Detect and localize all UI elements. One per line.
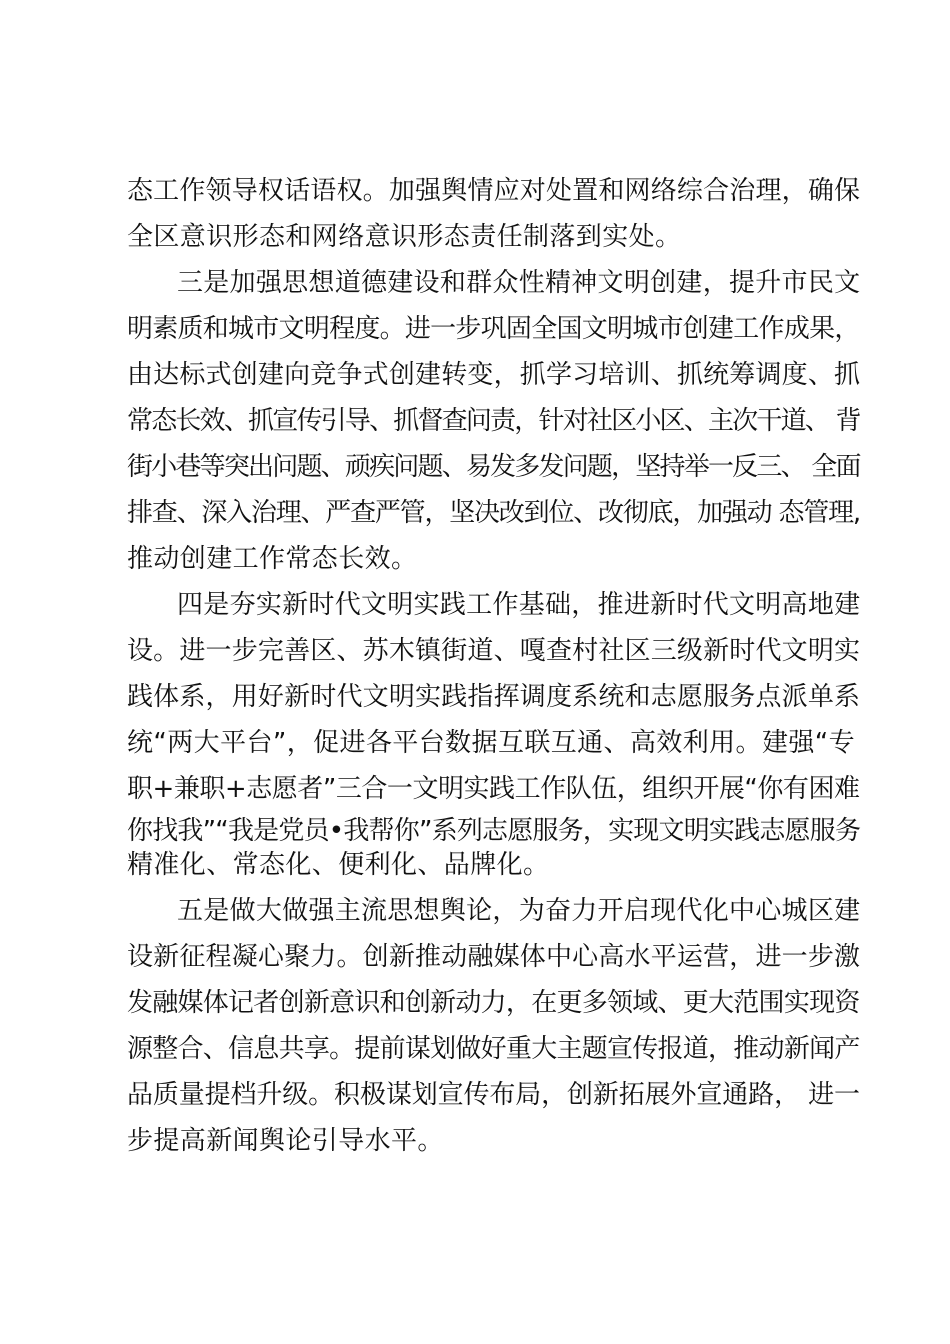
text-line: 态工作领导权话语权。加强舆情应对处置和网络综合治理，确保 [127,176,861,206]
text-line: 全区意识形态和网络意识形态责任制落到实处。 [127,222,682,252]
text-line: 设。进一步完善区、苏木镇街道、嘎查村社区三级新时代文明实 [127,636,861,666]
text-line: 你找我”“我是党员•我帮你”系列志愿服务，实现文明实践志愿服务 [127,816,861,846]
paragraph-4-start: 四是夯实新时代文明实践工作基础，推进新时代文明高地建 [177,590,861,620]
text-line: 职+兼职+志愿者”三合一文明实践工作队伍，组织开展“你有困难 [127,774,860,804]
text-line: 步提高新闻舆论引导水平。 [127,1126,444,1156]
text-line: 统“两大平台”，促进各平台数据互联互通、高效利用。建强“专 [127,728,856,758]
text-line: 践体系，用好新时代文明实践指挥调度系统和志愿服务点派单系 [127,682,861,712]
text-line: 源整合、信息共享。提前谋划做好重大主题宣传报道，推动新闻产 [127,1034,860,1064]
paragraph-5-start: 五是做大做强主流思想舆论，为奋力开启现代化中心城区建 [177,896,861,926]
text-line: 品质量提档升级。积极谋划宣传布局，创新拓展外宣通路， 进一 [127,1080,860,1110]
text-line: 排查、深入治理、严查严管，坚决改到位、改彻底，加强动 态管理, [127,498,860,528]
text-line: 推动创建工作常态长效。 [127,544,418,574]
text-line: 明素质和城市文明程度。进一步巩固全国文明城市创建工作成果， [127,314,860,344]
text-line: 设新征程凝心聚力。创新推动融媒体中心高水平运营，进一步激 [127,942,861,972]
text-line: 精准化、常态化、便利化、品牌化。 [127,850,550,880]
paragraph-3-start: 三是加强思想道德建设和群众性精神文明创建，提升市民文 [177,268,861,298]
text-line: 常态长效、抓宣传引导、抓督查问责，针对社区小区、主次干道、 背 [127,406,860,436]
text-line: 街小巷等突出问题、顽疾问题、易发多发问题，坚持举一反三、 全面 [127,452,860,482]
text-line: 由达标式创建向竞争式创建转变，抓学习培训、抓统筹调度、抓 [127,360,861,390]
text-line: 发融媒体记者创新意识和创新动力，在更多领域、更大范围实现资 [127,988,860,1018]
